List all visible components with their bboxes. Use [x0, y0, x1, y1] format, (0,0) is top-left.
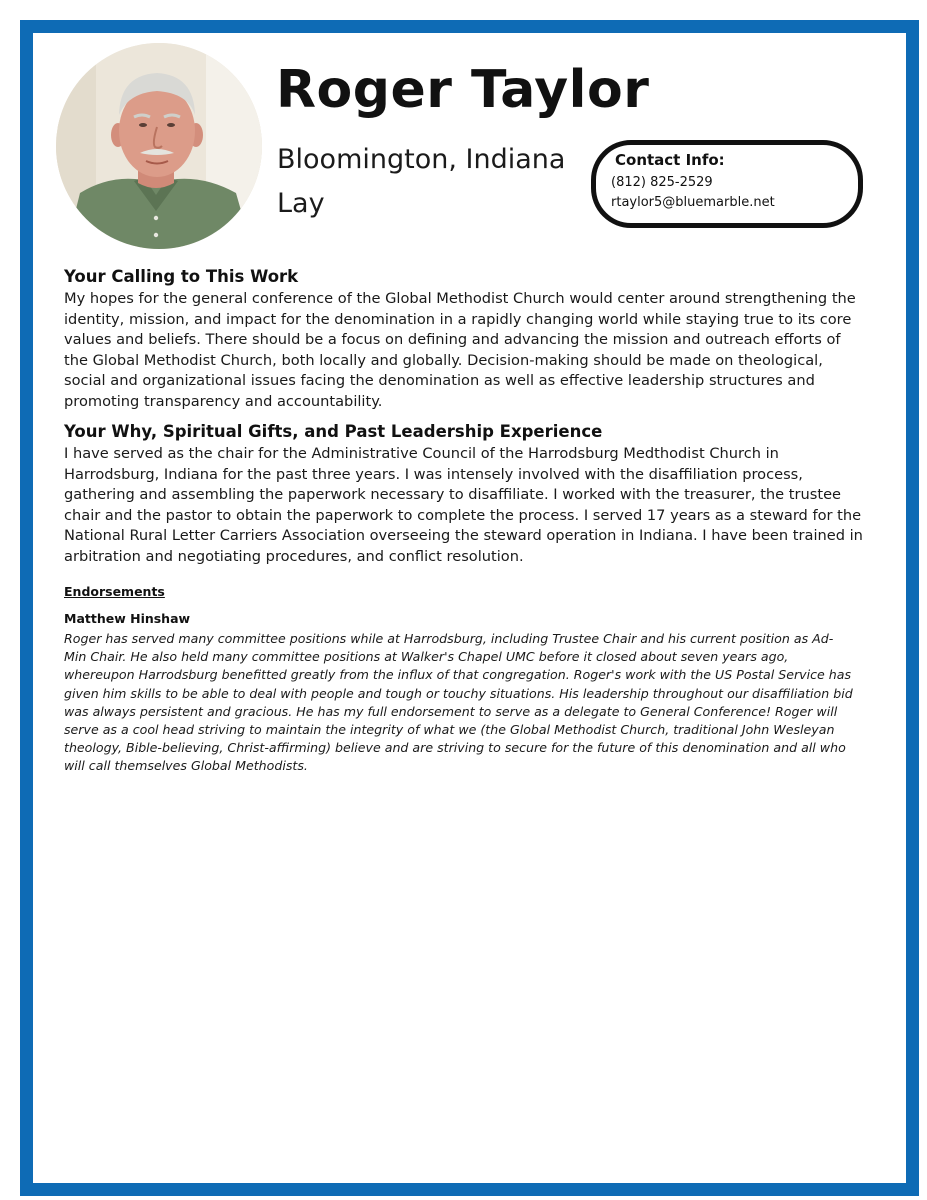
portrait-illustration — [56, 43, 262, 249]
contact-info-box — [591, 140, 863, 228]
profile-photo — [56, 43, 262, 249]
endorsement-text: Roger has served many committee positions while at Harrodsburg, including Trustee Chair and his current position as Ad-Min Chair. He also held many committee positions at Walker's Chapel UMC before it closed about seven years ago, whereupon Harrodsburg benefitted greatly from the influx of that congregation. Roger's work with the US Postal Service has given him skills to be able to deal with people and tough or touchy situations. His leadership throughout our disaffiliation bid was always persistent and gracious. He has my full endorsement to serve as a delegate to General Conference! Roger will serve as a cool head striving to maintain the integrity of what we (the Global Methodist Church, traditional John Wesleyan theology, Bible-believing, Christ-affirming) believe and are striving to secure for the future of this denomination and all who will call themselves Global Methodists. — [64, 631, 853, 774]
why-text: I have served as the chair for the Administrative Council of the Harrodsburg Medthodist Church in Harrodsburg, Indiana for the past three years. I was intensely involved with the disaffiliation process, gathering and assembling the paperwork necessary to disaffiliate. I worked with the treasurer, the trustee chair and the pastor to obtain the paperwork to complete the process. I served 17 years as a steward for the National Rural Letter Carriers Association overseeing the steward operation in Indiana. I have been trained in arbitration and negotiating procedures, and conflict resolution. — [64, 445, 863, 565]
why-heading: Your Why, Spiritual Gifts, and Past Leadership Experience — [64, 422, 603, 441]
contact-phone: (812) 825-2529 — [611, 175, 713, 190]
candidate-location: Bloomington, Indiana — [277, 144, 566, 175]
calling-text: My hopes for the general conference of the Global Methodist Church would center around strengthening the identity, mission, and impact for the denomination in a rapidly changing world while staying true to its core values and beliefs. There should be a focus on defining and advancing the mission and outreach efforts of the Global Methodist Church, both locally and globally. Decision-making should be made on theological, social and organizational issues facing the denomination as well as effective leadership structures and promoting transparency and accountability. — [64, 290, 856, 410]
candidate-name: Roger Taylor — [276, 60, 650, 120]
calling-heading: Your Calling to This Work — [64, 267, 299, 286]
endorser-name: Matthew Hinshaw — [64, 611, 191, 626]
contact-email: rtaylor5@bluemarble.net — [611, 195, 775, 210]
contact-info-title: Contact Info: — [615, 151, 725, 169]
endorsements-heading: Endorsements — [64, 584, 165, 599]
candidate-role: Lay — [277, 188, 325, 219]
